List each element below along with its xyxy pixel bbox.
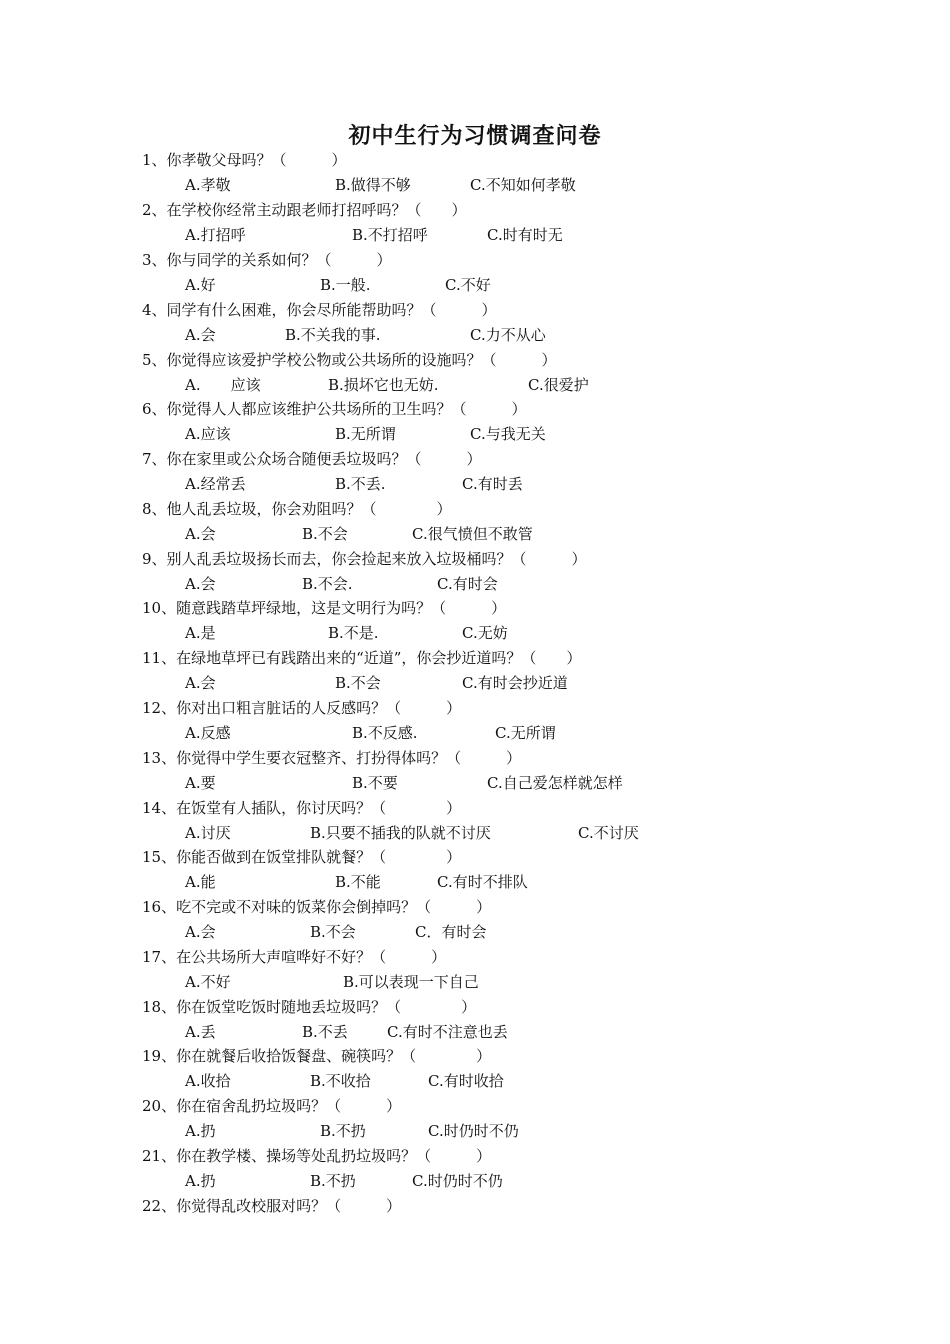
question-22: 22、你觉得乱改校服对吗？（ ） bbox=[142, 1197, 402, 1215]
option-a: A.好 bbox=[185, 276, 216, 294]
question-16-options bbox=[0, 922, 950, 942]
option-b: B.不收拾 bbox=[310, 1072, 371, 1090]
option-c: C.有时丢 bbox=[462, 475, 523, 493]
question-16: 16、吃不完或不对味的饭菜你会倒掉吗？（ ） bbox=[142, 898, 492, 916]
question-12: 12、你对出口粗言脏话的人反感吗？（ ） bbox=[142, 699, 462, 717]
option-b: B.只要不插我的队就不讨厌 bbox=[310, 824, 491, 842]
question-8-options bbox=[0, 524, 950, 544]
option-c: C.无妨 bbox=[462, 624, 508, 642]
option-c: C.不讨厌 bbox=[578, 824, 639, 842]
option-c: C.无所谓 bbox=[495, 724, 556, 742]
question-9-options bbox=[0, 574, 950, 594]
option-b: B.一般. bbox=[320, 276, 371, 294]
question-15: 15、你能否做到在饭堂排队就餐？（ ） bbox=[142, 848, 462, 866]
option-a: A.应该 bbox=[185, 425, 231, 443]
question-9: 9、别人乱丢垃圾扬长而去，你会捡起来放入垃圾桶吗？（ ） bbox=[142, 550, 587, 568]
option-b: B.损坏它也无妨. bbox=[328, 376, 439, 394]
question-4: 4、同学有什么困难，你会尽所能帮助吗？（ ） bbox=[142, 301, 497, 319]
option-b: B.不丢 bbox=[302, 1023, 348, 1041]
option-b: B.不会 bbox=[310, 923, 356, 941]
option-a: A.反感 bbox=[185, 724, 231, 742]
question-21-options bbox=[0, 1171, 950, 1191]
question-17-options bbox=[0, 972, 950, 992]
option-c: C.力不从心 bbox=[470, 326, 546, 344]
option-a: A.会 bbox=[185, 326, 216, 344]
option-b: B.不要 bbox=[352, 774, 398, 792]
option-c: C．有时会 bbox=[415, 923, 487, 941]
question-13: 13、你觉得中学生要衣冠整齐、打扮得体吗？（ ） bbox=[142, 749, 522, 767]
option-b: B.不会 bbox=[335, 674, 381, 692]
option-c: C.有时收拾 bbox=[428, 1072, 504, 1090]
question-14: 14、在饭堂有人插队，你讨厌吗？（ ） bbox=[142, 799, 462, 817]
question-20: 20、你在宿舍乱扔垃圾吗？（ ） bbox=[142, 1097, 402, 1115]
option-a: A.会 bbox=[185, 525, 216, 543]
question-3: 3、你与同学的关系如何？（ ） bbox=[142, 251, 392, 269]
option-b: B.不扔 bbox=[310, 1172, 356, 1190]
question-6: 6、你觉得人人都应该维护公共场所的卫生吗？（ ） bbox=[142, 400, 527, 418]
option-c: C.自己爱怎样就怎样 bbox=[487, 774, 623, 792]
option-a: A.孝敬 bbox=[185, 176, 231, 194]
question-2: 2、在学校你经常主动跟老师打招呼吗？（ ） bbox=[142, 201, 467, 219]
question-13-options bbox=[0, 773, 950, 793]
question-18-options bbox=[0, 1022, 950, 1042]
question-18: 18、你在饭堂吃饭时随地丢垃圾吗？（ ） bbox=[142, 998, 477, 1016]
option-b: B.不扔 bbox=[320, 1122, 366, 1140]
option-c: C.不好 bbox=[445, 276, 491, 294]
question-17: 17、在公共场所大声喧哗好不好？（ ） bbox=[142, 948, 447, 966]
option-b: B.可以表现一下自己 bbox=[343, 973, 479, 991]
option-a: A.收拾 bbox=[185, 1072, 231, 1090]
question-3-options bbox=[0, 275, 950, 295]
option-b: B.不关我的事. bbox=[285, 326, 381, 344]
option-c: C.很爱护 bbox=[528, 376, 589, 394]
question-14-options bbox=[0, 823, 950, 843]
option-b: B.不会 bbox=[302, 525, 348, 543]
question-2-options bbox=[0, 225, 950, 245]
option-b: B.不反感. bbox=[352, 724, 418, 742]
question-19-options bbox=[0, 1071, 950, 1091]
option-b: B.不是. bbox=[328, 624, 379, 642]
option-a: A.扔 bbox=[185, 1172, 216, 1190]
option-c: C.时仍时不仍 bbox=[428, 1122, 519, 1140]
option-a: A.会 bbox=[185, 923, 216, 941]
option-c: C.有时会 bbox=[437, 575, 498, 593]
option-c: C.时有时无 bbox=[487, 226, 563, 244]
question-1: 1、你孝敬父母吗？（ ） bbox=[142, 151, 347, 169]
question-21: 21、你在教学楼、操场等处乱扔垃圾吗？（ ） bbox=[142, 1147, 492, 1165]
option-b: B.做得不够 bbox=[335, 176, 411, 194]
question-5-options bbox=[0, 375, 950, 395]
question-8: 8、他人乱丢垃圾，你会劝阻吗？（ ） bbox=[142, 500, 452, 518]
option-c: C.不知如何孝敬 bbox=[470, 176, 576, 194]
page-title: 初中生行为习惯调查问卷 bbox=[348, 123, 602, 149]
option-c: C.有时不注意也丢 bbox=[387, 1023, 508, 1041]
option-a: A.打招呼 bbox=[185, 226, 246, 244]
option-b: B.无所谓 bbox=[335, 425, 396, 443]
option-a: A.会 bbox=[185, 575, 216, 593]
option-b: B.不会. bbox=[302, 575, 353, 593]
question-5: 5、你觉得应该爱护学校公物或公共场所的设施吗？（ ） bbox=[142, 351, 557, 369]
option-a: A.能 bbox=[185, 873, 216, 891]
question-12-options bbox=[0, 723, 950, 743]
question-4-options bbox=[0, 325, 950, 345]
question-10: 10、随意践踏草坪绿地，这是文明行为吗？（ ） bbox=[142, 599, 507, 617]
question-7: 7、你在家里或公众场合随便丢垃圾吗？（ ） bbox=[142, 450, 482, 468]
question-11-options bbox=[0, 673, 950, 693]
question-10-options bbox=[0, 623, 950, 643]
option-a: A.不好 bbox=[185, 973, 231, 991]
question-20-options bbox=[0, 1121, 950, 1141]
option-c: C.有时会抄近道 bbox=[462, 674, 568, 692]
option-a: A.丢 bbox=[185, 1023, 216, 1041]
question-7-options bbox=[0, 474, 950, 494]
question-6-options bbox=[0, 424, 950, 444]
question-1-options bbox=[0, 175, 950, 195]
option-a: A.是 bbox=[185, 624, 216, 642]
question-15-options bbox=[0, 872, 950, 892]
option-c: C.很气愤但不敢管 bbox=[412, 525, 533, 543]
option-c: C.时仍时不仍 bbox=[412, 1172, 503, 1190]
option-b: B.不丢. bbox=[335, 475, 386, 493]
option-b: B.不能 bbox=[335, 873, 381, 891]
option-a: A. 应该 bbox=[185, 376, 261, 394]
option-a: A.讨厌 bbox=[185, 824, 231, 842]
option-a: A.经常丢 bbox=[185, 475, 246, 493]
question-11: 11、在绿地草坪已有践踏出来的“近道”，你会抄近道吗？（ ） bbox=[142, 649, 582, 667]
option-c: C.与我无关 bbox=[470, 425, 546, 443]
question-19: 19、你在就餐后收拾饭餐盘、碗筷吗？（ ） bbox=[142, 1047, 492, 1065]
option-a: A.扔 bbox=[185, 1122, 216, 1140]
option-c: C.有时不排队 bbox=[437, 873, 528, 891]
option-a: A.会 bbox=[185, 674, 216, 692]
option-b: B.不打招呼 bbox=[352, 226, 428, 244]
option-a: A.要 bbox=[185, 774, 216, 792]
